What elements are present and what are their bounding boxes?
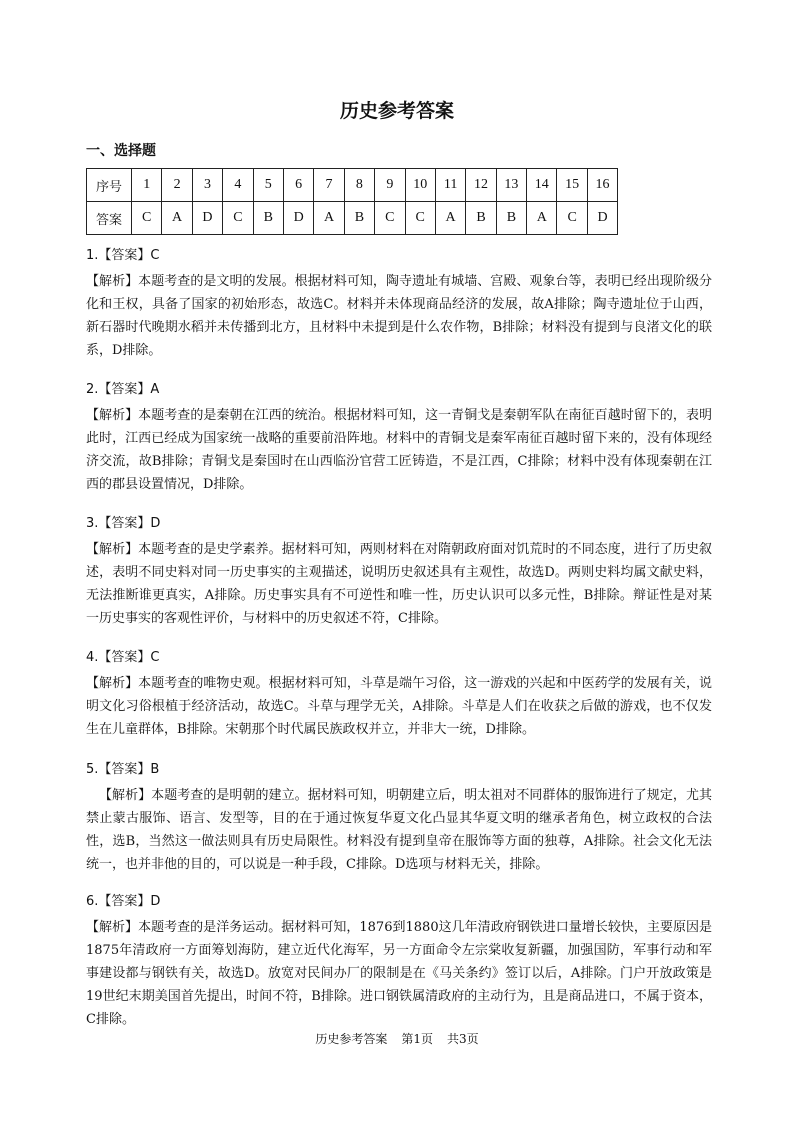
analysis-paragraph: 【解析】本题考查的是文明的发展。根据材料可知，陶寺遗址有城墙、宫殿、观象台等，表明已经出现阶级分化和王权，具备了国家的初始形态，故选C。材料并未体现商品经济的发展，故A排除；陶寺遗址位于山西，新石器时代晚期水稻并未传播到北方，且材料中未提到是什么农作物，B排除；材料没有提到与良渚文化的联系，D排除。: [86, 274, 712, 358]
question-number-cell: 14: [527, 169, 557, 202]
answer-cell: B: [466, 202, 496, 235]
page-footer: [0, 1030, 794, 1047]
question-number-cell: 6: [283, 169, 313, 202]
answer-cell: A: [435, 202, 465, 235]
question-number-cell: 9: [375, 169, 405, 202]
answer-cell: D: [192, 202, 222, 235]
answer-heading: 5.【答案】B: [86, 762, 160, 777]
table-header-cell: 序号: [87, 169, 132, 202]
question-number-cell: 3: [192, 169, 222, 202]
answer-cell: C: [375, 202, 405, 235]
answer-cell: A: [314, 202, 344, 235]
table-row: [87, 202, 618, 235]
answer-cell: B: [496, 202, 526, 235]
answer-heading: 1.【答案】C: [86, 248, 160, 263]
question-number-cell: 13: [496, 169, 526, 202]
footer-doc-name: 历史参考答案: [315, 1032, 388, 1046]
question-number-cell: 1: [132, 169, 162, 202]
answer-table: [86, 168, 618, 235]
answer-cell: A: [162, 202, 192, 235]
answer-cell: C: [132, 202, 162, 235]
answer-cell: D: [587, 202, 617, 235]
question-number-cell: 2: [162, 169, 192, 202]
question-number-cell: 15: [557, 169, 587, 202]
answer-cell: D: [283, 202, 313, 235]
question-number-cell: 11: [435, 169, 465, 202]
answer-cell: A: [527, 202, 557, 235]
question-number-cell: 16: [587, 169, 617, 202]
table-header-cell: 答案: [87, 202, 132, 235]
footer-total-pages: 共3页: [447, 1032, 479, 1046]
table-row: [87, 169, 618, 202]
question-number-cell: 10: [405, 169, 435, 202]
question-number-cell: 8: [344, 169, 374, 202]
question-number-cell: 7: [314, 169, 344, 202]
answer-heading: 2.【答案】A: [86, 382, 160, 397]
page-title: 历史参考答案: [339, 100, 454, 122]
analysis-paragraph: 【解析】本题考查的是秦朝在江西的统治。根据材料可知，这一青铜戈是秦朝军队在南征百越时留下的，表明此时，江西已经成为国家统一战略的重要前沿阵地。材料中的青铜戈是秦军南征百越时留下来的，没有体现经济交流，故B排除；青铜戈是秦国时在山西临汾官营工匠铸造，不是江西，C排除；材料中没有体现秦朝在江西的郡县设置情况，D排除。: [86, 408, 712, 492]
answer-cell: C: [405, 202, 435, 235]
answer-cell: B: [344, 202, 374, 235]
question-number-cell: 4: [223, 169, 253, 202]
analysis-paragraph: 【解析】本题考查的是洋务运动。据材料可知，1876到1880这几年清政府钢铁进口量增长较快，主要原因是1875年清政府一方面筹划海防，建立近代化海军，另一方面命令左宗棠收复新疆，加强国防，军事行动和军事建设都与钢铁有关，故选D。放宽对民间办厂的限制是在《马关条约》签订以后，A排除。门户开放政策是19世纪末期美国首先提出，时间不符，B排除。进口钢铁属清政府的主动行为，且是商品进口，不属于资本，C排除。: [86, 920, 712, 1027]
question-number-cell: 5: [253, 169, 283, 202]
section-heading: 一、选择题: [86, 143, 156, 159]
analysis-paragraph: 【解析】本题考查的唯物史观。根据材料可知，斗草是端午习俗，这一游戏的兴起和中医药学的发展有关，说明文化习俗根植于经济活动，故选C。斗草与理学无关，A排除。斗草是人们在收获之后做的游戏，也不仅发生在儿童群体，B排除。宋朝那个时代属民族政权并立，并非大一统，D排除。: [86, 676, 712, 737]
question-number-cell: 12: [466, 169, 496, 202]
answer-heading: 6.【答案】D: [86, 894, 161, 909]
footer-page-number: 第1页: [401, 1032, 433, 1046]
answer-cell: C: [557, 202, 587, 235]
answer-heading: 3.【答案】D: [86, 516, 161, 531]
answer-cell: C: [223, 202, 253, 235]
answer-heading: 4.【答案】C: [86, 650, 160, 665]
answer-cell: B: [253, 202, 283, 235]
analysis-paragraph: 【解析】本题考查的是史学素养。据材料可知，两则材料在对隋朝政府面对饥荒时的不同态度，进行了历史叙述，表明不同史料对同一历史事实的主观描述，说明历史叙述具有主观性，故选D。两则史料均属文献史料，无法推断谁更真实，A排除。历史事实具有不可逆性和唯一性，历史认识可以多元性，B排除。辩证性是对某一历史事实的客观性评价，与材料中的历史叙述不符，C排除。: [86, 542, 712, 626]
analysis-paragraph: 【解析】本题考查的是明朝的建立。据材料可知，明朝建立后，明太祖对不同群体的服饰进行了规定，尤其禁止蒙古服饰、语言、发型等，目的在于通过恢复华夏文化凸显其华夏文明的继承者角色，树立政权的合法性，选B，当然这一做法则具有历史局限性。材料没有提到皇帝在服饰等方面的独尊，A排除。社会文化无法统一，也并非他的目的，可以说是一种手段，C排除。D选项与材料无关，排除。: [86, 788, 712, 872]
